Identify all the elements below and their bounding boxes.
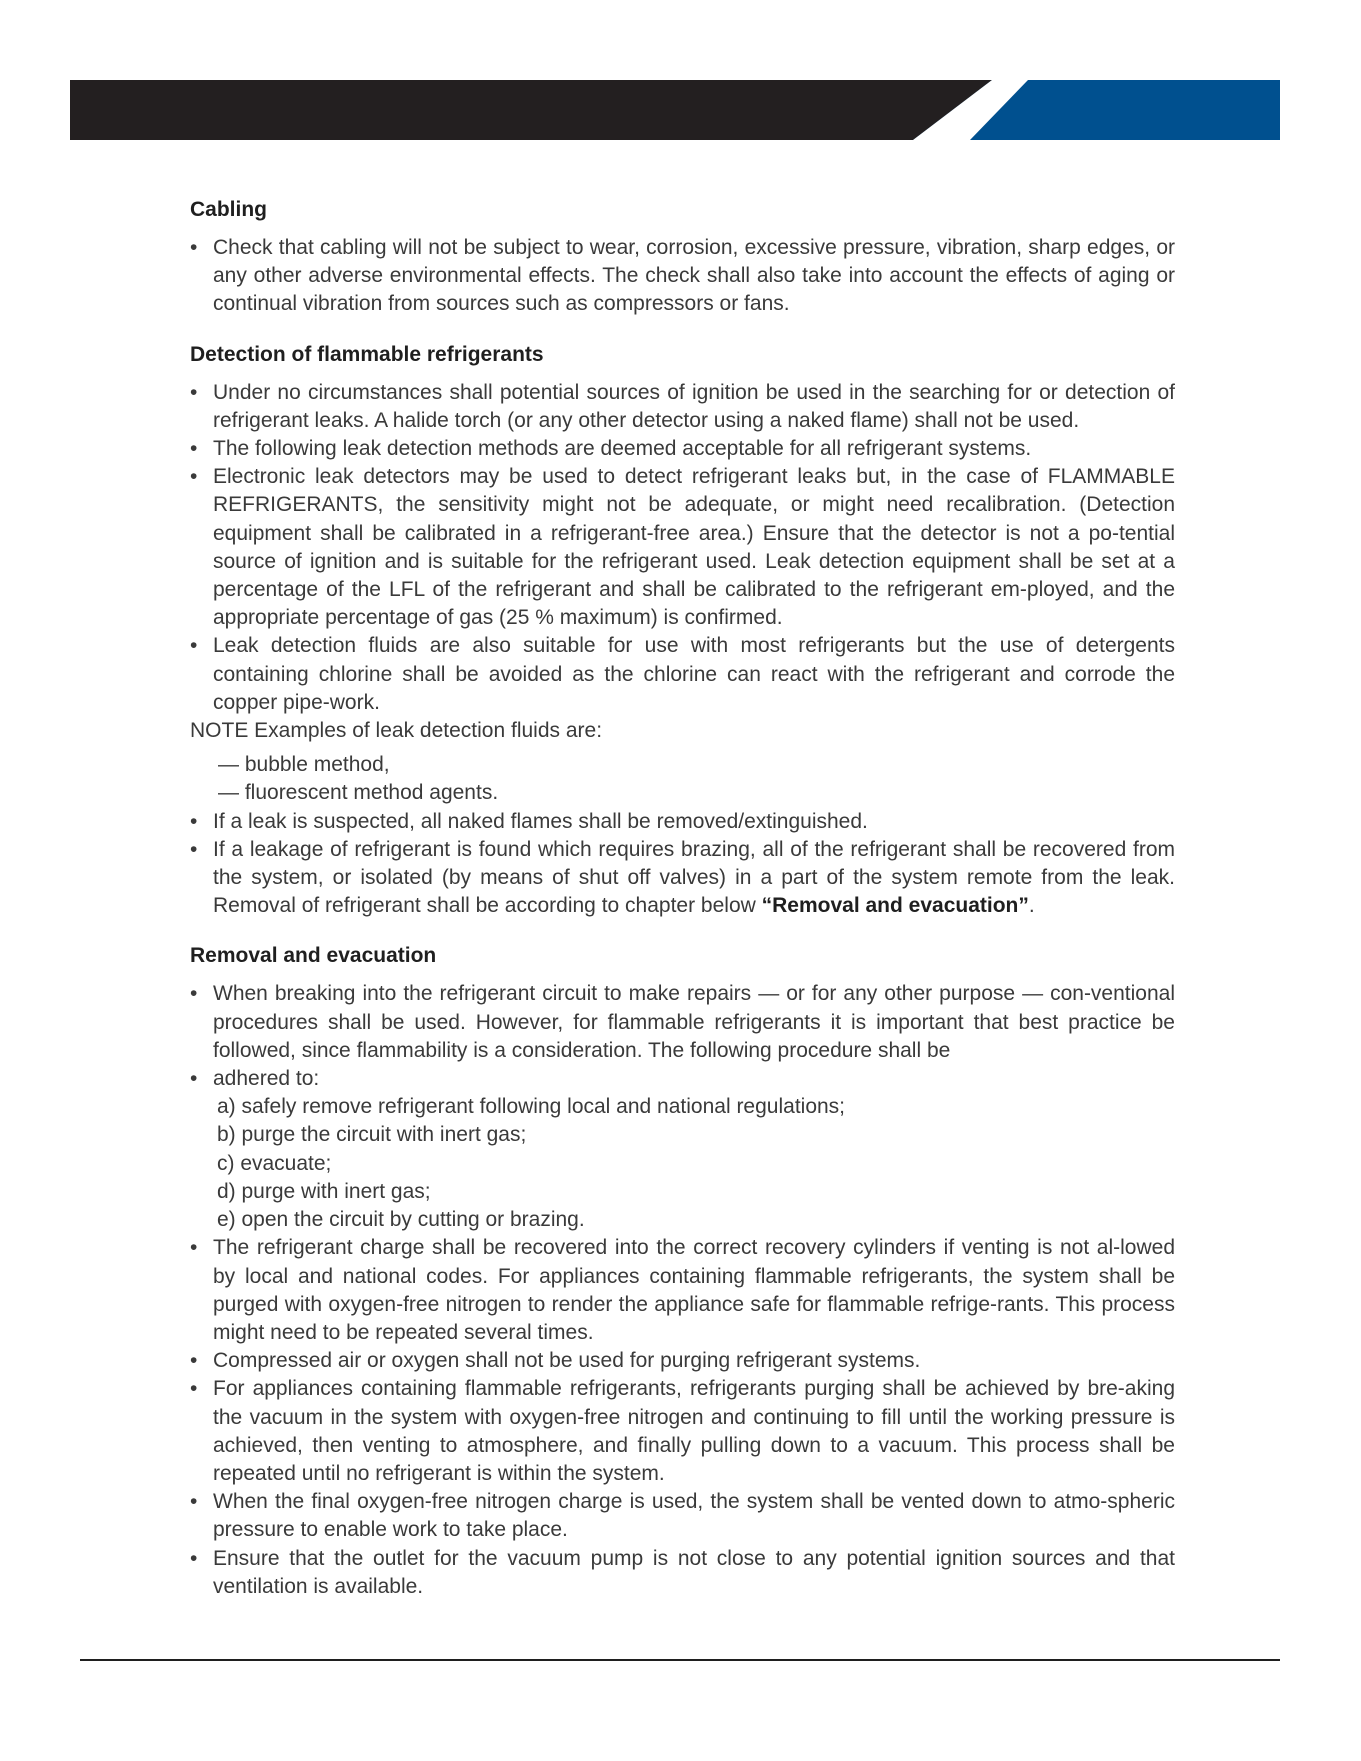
procedure-step: b) purge the circuit with inert gas; — [217, 1123, 527, 1147]
list-item: — fluorescent method agents. — [218, 781, 499, 805]
list-item: • The refrigerant charge shall be recovered into the correct recovery cylinders if venting is not al-lowed by local and national codes. For appliances containing flammable refrigerants, the system shall be purged with oxygen-free nitrogen to render the appliance safe for flammable refrige-rants. This process might need to be repeated several times. — [190, 1234, 1175, 1347]
bullet-list-removal — [190, 980, 1175, 1093]
document-body — [190, 196, 1175, 1623]
header-band — [70, 80, 1280, 140]
list-item: • When the final oxygen-free nitrogen charge is used, the system shall be vented down to atmo-spheric pressure to enable work to take place. — [190, 1488, 1175, 1544]
bullet-list-detection — [190, 379, 1175, 717]
list-item: • Leak detection fluids are also suitable for use with most refrigerants but the use of detergents containing chlorine shall be avoided as the chlorine can react with the refrigerant and corrode the copper pipe-work. — [190, 632, 1175, 717]
procedure-step: c) evacuate; — [217, 1151, 332, 1175]
list-item: • Under no circumstances shall potential sources of ignition be used in the searching for or detection of refrigerant leaks. A halide torch (or any other detector using a naked flame) shall not be used. — [190, 379, 1175, 435]
section-title-cabling: Cabling — [190, 198, 267, 221]
list-item: • The following leak detection methods are deemed acceptable for all refrigerant systems. — [190, 435, 1175, 463]
list-item-removal-reference — [190, 836, 1175, 921]
note-list — [190, 751, 1175, 807]
section-removal — [190, 942, 1175, 1600]
procedure-step: e) open the circuit by cutting or brazing. — [217, 1208, 585, 1232]
section-title-removal: Removal and evacuation — [190, 944, 437, 968]
list-item: • adhered to: — [190, 1065, 1175, 1093]
footer-divider — [80, 1659, 1280, 1661]
list-item: • Electronic leak detectors may be used to detect refrigerant leaks but, in the case of FLAMMABLE REFRIGERANTS, the sensitivity might not be adequate, or might need recalibration. (Detection equipment shall be calibrated in a refrigerant-free area.) Ensure that the detector is not a po-tential source of ignition and is suitable for the refrigerant used. Leak detection equipment shall be set at a percentage of the LFL of the refrigerant and shall be calibrated to the refrigerant em-ployed, and the appropriate percentage of gas (25 % maximum) is confirmed. — [190, 463, 1175, 632]
list-item: • Check that cabling will not be subject to wear, corrosion, excessive pressure, vibration, sharp edges, or any other adverse environmental effects. The check shall also take into account the effects of aging or continual vibration from sources such as compressors or fans. — [190, 234, 1175, 319]
section-cabling — [190, 196, 1175, 319]
list-item-end: . — [1028, 894, 1035, 918]
list-item: • For appliances containing flammable refrigerants, refrigerants purging shall be achieved by bre-aking the vacuum in the system with oxygen-free nitrogen and continuing to fill until the working pressure is achieved, then venting to atmosphere, and finally pulling down to a vacuum. This process shall be repeated until no refrigerant is within the system. — [190, 1375, 1175, 1488]
note-text: NOTE Examples of leak detection fluids are: — [190, 719, 603, 743]
section-detection — [190, 341, 1175, 921]
procedure-steps — [190, 1093, 1175, 1234]
bullet-list-removal-after — [190, 1234, 1175, 1601]
bullet-list-cabling — [190, 234, 1175, 319]
procedure-step: d) purge with inert gas; — [217, 1179, 431, 1203]
bullet-list-detection-after — [190, 808, 1175, 921]
list-item: • If a leak is suspected, all naked flames shall be removed/extinguished. — [190, 808, 1175, 836]
list-item: — bubble method, — [218, 753, 390, 777]
header-graphic — [70, 80, 1280, 140]
list-item: • When breaking into the refrigerant circuit to make repairs — or for any other purpose — con-ventional procedures shall be used. However, for flammable refrigerants it is important that best practice be followed, since flammability is a consideration. The following procedure shall be — [190, 980, 1175, 1065]
header-dark-bar — [70, 80, 1005, 140]
list-item: • Compressed air or oxygen shall not be used for purging refrigerant systems. — [190, 1347, 1175, 1375]
list-item-text: If a leakage of refrigerant is found which requires brazing, all of the refrigerant shall be recovered from the system, or isolated (by means of shut off valves) in a part of the system remote from the leak. Removal of refrigerant shall be according to chapter below — [213, 837, 1175, 918]
procedure-step: a) safely remove refrigerant following local and national regulations; — [217, 1095, 846, 1119]
chapter-reference: “Removal and evacuation” — [761, 894, 1029, 918]
list-item: • Ensure that the outlet for the vacuum pump is not close to any potential ignition sources and that ventilation is available. — [190, 1545, 1175, 1601]
section-title-detection: Detection of flammable refrigerants — [190, 342, 544, 366]
